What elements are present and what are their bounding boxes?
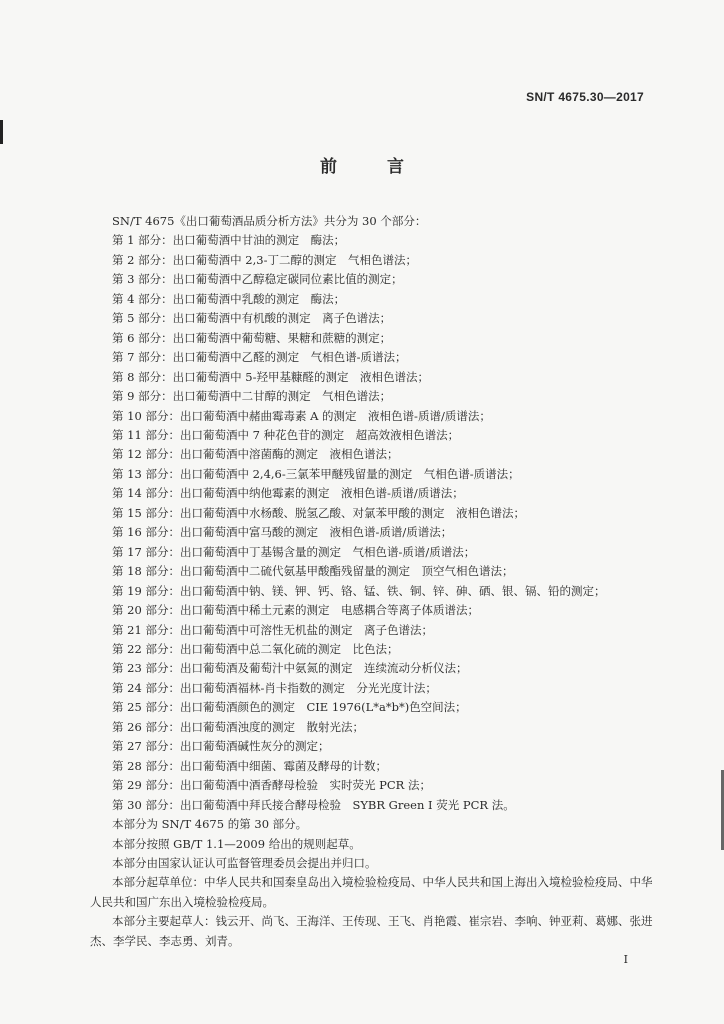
part-list-item: 第 3 部分：出口葡萄酒中乙醇稳定碳同位素比值的测定； xyxy=(112,272,403,287)
part-list-item: 第 28 部分：出口葡萄酒中细菌、霉菌及酵母的计数； xyxy=(112,758,387,773)
part-list-item: 第 5 部分：出口葡萄酒中有机酸的测定 离子色谱法； xyxy=(112,311,392,326)
part-list-item: 第 9 部分：出口葡萄酒中二甘醇的测定 气相色谱法； xyxy=(112,389,392,404)
drafting-units-paragraph: 本部分起草单位：中华人民共和国秦皇岛出入境检验检疫局、中华人民共和国上海出入境检验检疫局、中华人民共和国广东出入境检验检疫局。 xyxy=(90,875,653,909)
part-list-item: 第 17 部分：出口葡萄酒中丁基锡含量的测定 气相色谱-质谱/质谱法； xyxy=(112,544,476,559)
part-list-item: 第 10 部分：出口葡萄酒中赭曲霉毒素 A 的测定 液相色谱-质谱/质谱法； xyxy=(112,408,491,423)
part-list-item: 第 15 部分：出口葡萄酒中水杨酸、脱氢乙酸、对氯苯甲酸的测定 液相色谱法； xyxy=(112,505,525,520)
part-list-item: 第 24 部分：出口葡萄酒福林-肖卡指数的测定 分光光度计法； xyxy=(112,680,437,695)
part-list-item: 第 23 部分：出口葡萄酒及葡萄汁中氨氮的测定 连续流动分析仪法； xyxy=(112,661,468,676)
document-body xyxy=(90,212,660,951)
drafters-paragraph: 本部分主要起草人：钱云开、尚飞、王海洋、王传现、王飞、肖艳霞、崔宗岩、李响、钟亚莉、葛娜、张进杰、李学民、李志勇、刘青。 xyxy=(90,914,653,948)
standard-number: SN/T 4675.30—2017 xyxy=(526,90,644,104)
parts-list xyxy=(90,231,660,815)
page-title: 前 言 xyxy=(320,157,426,177)
part-list-item: 第 7 部分：出口葡萄酒中乙醛的测定 气相色谱-质谱法； xyxy=(112,350,407,365)
part-list-item: 第 19 部分：出口葡萄酒中钠、镁、钾、钙、铬、锰、铁、铜、锌、砷、硒、银、镉、铅的测定； xyxy=(112,583,606,598)
part-list-item: 第 16 部分：出口葡萄酒中富马酸的测定 液相色谱-质谱/质谱法； xyxy=(112,525,453,540)
part-list-item: 第 21 部分：出口葡萄酒中可溶性无机盐的测定 离子色谱法； xyxy=(112,622,433,637)
part-list-item: 第 4 部分：出口葡萄酒中乳酸的测定 酶法； xyxy=(112,291,346,306)
part-list-item: 第 12 部分：出口葡萄酒中溶菌酶的测定 液相色谱法； xyxy=(112,447,399,462)
part-list-item: 第 30 部分：出口葡萄酒中拜氏接合酵母检验 SYBR Green I 荧光 PCR 法。 xyxy=(112,797,515,812)
statement-line: 本部分按照 GB/T 1.1—2009 给出的规则起草。 xyxy=(112,836,361,851)
scan-edge-mark xyxy=(0,120,3,144)
part-list-item: 第 11 部分：出口葡萄酒中 7 种花色苷的测定 超高效液相色谱法； xyxy=(112,427,460,442)
part-list-item: 第 25 部分：出口葡萄酒颜色的测定 CIE 1976(L*a*b*)色空间法； xyxy=(112,700,467,715)
intro-line: SN/T 4675《出口葡萄酒品质分析方法》共分为 30 个部分： xyxy=(112,214,427,228)
part-list-item: 第 27 部分：出口葡萄酒碱性灰分的测定； xyxy=(112,739,330,754)
part-list-item: 第 20 部分：出口葡萄酒中稀土元素的测定 电感耦合等离子体质谱法； xyxy=(112,603,479,618)
part-list-item: 第 8 部分：出口葡萄酒中 5-羟甲基糠醛的测定 液相色谱法； xyxy=(112,369,429,384)
part-list-item: 第 22 部分：出口葡萄酒中总二氧化硫的测定 比色法； xyxy=(112,641,399,656)
part-list-item: 第 29 部分：出口葡萄酒中酒香酵母检验 实时荧光 PCR 法； xyxy=(112,778,431,793)
part-list-item: 第 26 部分：出口葡萄酒浊度的测定 散射光法； xyxy=(112,719,364,734)
part-list-item: 第 18 部分：出口葡萄酒中二硫代氨基甲酸酯残留量的测定 顶空气相色谱法； xyxy=(112,564,514,579)
statement-line: 本部分由国家认证认可监督管理委员会提出并归口。 xyxy=(112,855,377,870)
statement-line: 本部分为 SN/T 4675 的第 30 部分。 xyxy=(112,817,308,832)
part-list-item: 第 13 部分：出口葡萄酒中 2,4,6-三氯苯甲醚残留量的测定 气相色谱-质谱法； xyxy=(112,466,520,481)
part-list-item: 第 6 部分：出口葡萄酒中葡萄糖、果糖和蔗糖的测定； xyxy=(112,330,392,345)
page-number: I xyxy=(623,953,628,966)
part-list-item: 第 14 部分：出口葡萄酒中纳他霉素的测定 液相色谱-质谱/质谱法； xyxy=(112,486,464,501)
part-list-item: 第 1 部分：出口葡萄酒中甘油的测定 酶法； xyxy=(112,233,346,248)
part-list-item: 第 2 部分：出口葡萄酒中 2,3-丁二醇的测定 气相色谱法； xyxy=(112,252,417,267)
